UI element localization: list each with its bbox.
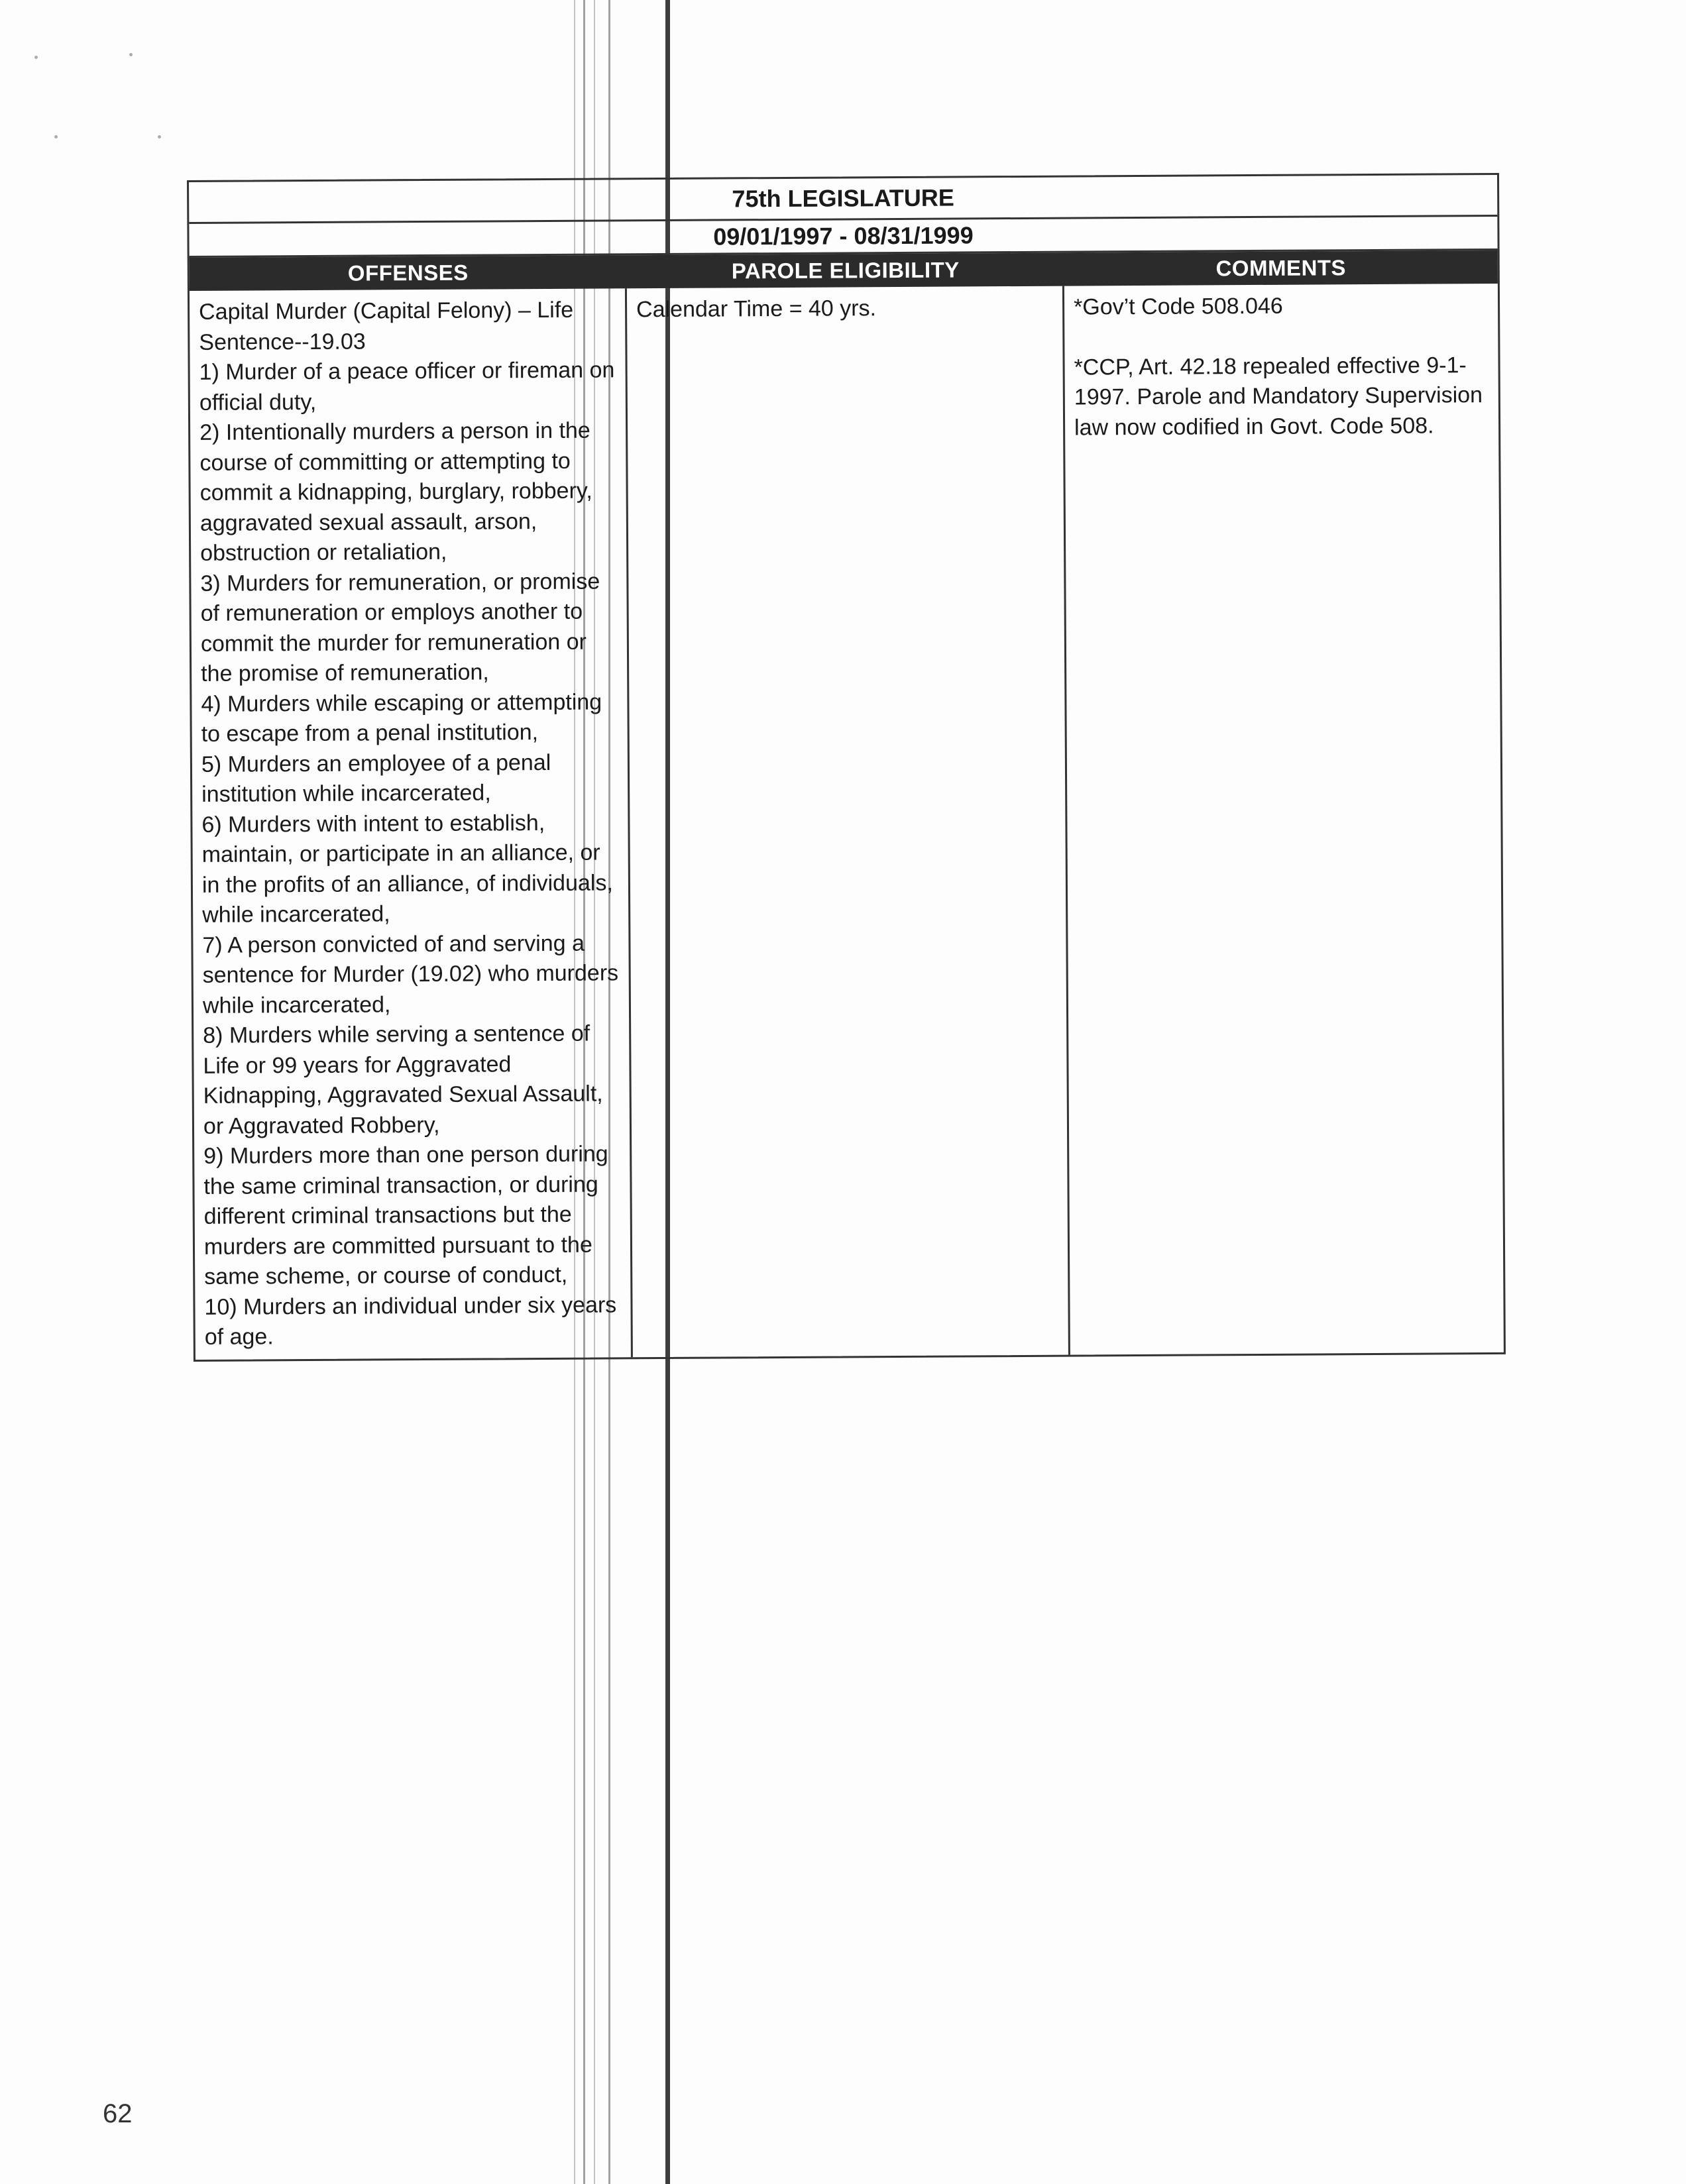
comment-gov-code: *Gov’t Code 508.046 [1073,293,1283,320]
table-title: 75th LEGISLATURE [189,175,1497,224]
offense-list [199,355,621,1352]
comments-header: COMMENTS [1215,255,1347,281]
table-row [190,284,1504,1359]
offense-item: 2) Intentionally murders a person in the course of committing or attempting to commit a kidnapping, burglary, robbery, aggravated sexual assault, arson, obstruction or retaliation, [199,417,592,566]
parole-eligibility-value: Calendar Time = 40 yrs. [636,296,877,323]
offense-item: 3) Murders for remuneration, or promise of remuneration or employs another to commit the murder for remuneration or the promise of remuneration, [200,569,600,686]
scan-speck [129,53,133,56]
scan-speck [158,135,161,138]
page-number: 62 [103,2099,133,2128]
offense-item: 10) Murders an individual under six years of age. [204,1291,617,1350]
comments-cell [1064,284,1504,1354]
parole-eligibility-cell [627,286,1070,1357]
offense-item: 4) Murders while escaping or attempting to escape from a penal institution, [201,689,602,747]
offense-item: 8) Murders while serving a sentence of Life or 99 years for Aggravated Kidnapping, Aggravated Sexual Assault, or Aggravated Robbery, [203,1020,603,1139]
comment-ccp-repeal: *CCP, Art. 42.18 repealed effective 9-1-1997. Parole and Mandatory Supervision law now codified in Govt. Code 508. [1074,352,1483,441]
offense-item: 1) Murder of a peace officer or fireman on official duty, [199,357,615,415]
offense-heading: Capital Murder (Capital Felony) – Life Sentence--19.03 [199,297,574,355]
offense-item: 9) Murders more than one person during the same criminal transaction, or during different criminal transactions but the murders are committed pursuant to the same scheme, or course of conduct, [203,1141,608,1289]
offenses-header: OFFENSES [347,260,469,286]
offense-item: 5) Murders an employee of a penal institution while incarcerated, [201,749,551,807]
scan-speck [54,135,58,138]
offense-item: 6) Murders with intent to establish, maintain, or participate in an alliance, or in the profits of an alliance, of individuals, while incarcerated, [201,810,613,928]
parole-eligibility-header: PAROLE ELIGIBILITY [731,257,960,284]
table-date-range: 09/01/1997 - 08/31/1999 [189,217,1497,258]
legislature-table [187,173,1506,1362]
scan-speck [34,56,38,59]
offense-item: 7) A person convicted of and serving a sentence for Murder (19.02) who murders while incarcerated, [202,930,619,1018]
offenses-cell [190,288,633,1359]
